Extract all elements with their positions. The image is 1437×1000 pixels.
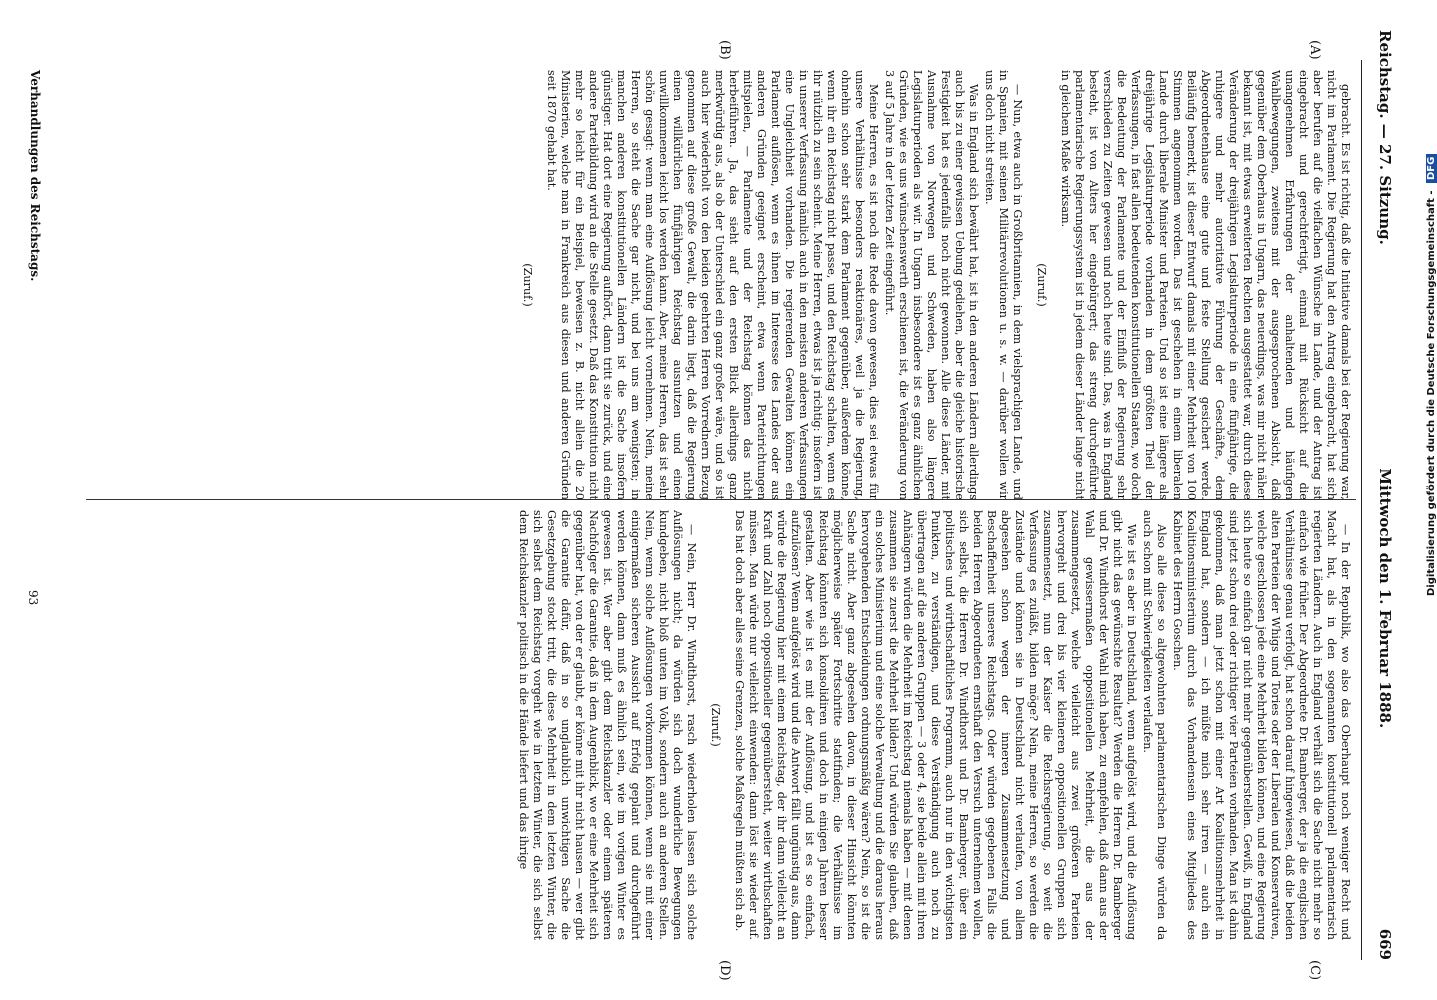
right-column [514,510,1352,940]
dfg-logo: DFG [1426,154,1437,183]
left-paragraph-2: — Nun, etwa auch in Großbritannien, in dem vielsprachigen Lande, und in Spanien, mit seinen Militärrevolutionen u. s. w. — darüber wollen wir uns doch nicht streiten. [983,70,1024,500]
right-paragraph-2: Also alle diese so altgewohnten parlamentarischen Dinge würden da auch schon mit Schwierigkeiten verlaufen. [1141,510,1168,940]
left-zuruf-2: (Zuruf.) [521,263,534,307]
page-number: 669 [1376,928,1394,960]
right-paragraph-4: — Nein, Herr Dr. Windthorst, rasch wiederholen lassen sich solche Auflösungen nicht; da würden sich doch wunderliche Bewegungen kundgeben, nicht bloß unten im Volk, sondern auch an anderen Stellen. Nein, wenn solche Auflösungen vorkommen können, wenn sie mit einer einigermaßen sicheren Aussicht auf Erfolg geplant und durchgeführt werden können, dann muß es ähnlich sein, wie im vorigen Winter es gewesen ist. Wer aber gibt dem Reichskanzler oder einem späteren Nachfolger die Garantie, daß in dem Augenblick, wo er eine Mehrheit sich gegenüber hat, von der er glaubt, er könne mit ihr nicht hausen — wer gibt die Garantie dafür, daß in so unglaublich unwichtigen Sache die Gesetzgebung stockt tritt, die diese Mehrheit in dem letzten Winter, die sich selbst dem Reichstag vorgeht wie in letztem Winter, die sich selbst dem Reichskanzler politisch in die Hände liefert und das ihrige [517,510,698,940]
header-date-page [1376,468,1394,960]
right-zuruf: (Zuruf.) [709,703,722,747]
footer-label: Verhandlungen des Reichstags. [28,70,42,282]
header-date: Mittwoch den 1. Februar 1888. [1376,468,1394,729]
left-paragraph-1: gebracht. Es ist richtig, daß die Initiative damals bei der Regierung war, nicht im Parlament. Die Regierung hat den Antrag eingebracht, hat sich aber berufen auf die vielfachen Wünsche im Lande, und der Antrag ist eingebracht und gerechtfertigt, einmal mit Rücksicht auf die unangenehmen Erfahrungen der anhaltenden und häufigen Wahlbewegungen, zweitens mit der ausgesprochenen Absicht, daß gegenüber dem Oberhaus in Ungarn, das neuerdings, was mir nicht näher bekannt ist, mit etwas erweiterten Rechten ausgestattet war, durch diese Veränderung der dreijährigen Legislaturperiode in eine fünfjährige, die ruhigere und mehr autoritative Führung der Geschäfte, dem Abgeordnetenhause eine gute und feste Stellung gesichert werde. Beiläufig bemerkt, ist dieser Entwurf damals mit einer Mehrheit von 100 Stimmen angenommen worden. Das ist geschehen in einem liberalen Lande durch liberale Minister und Parteien. Und so ist eine längere als dreijährige Legislaturperiode vorhanden in dem größten Theil der Verfassungen, in fast allen bedeutenden konstitutionellen Staaten, wo doch die Bedeutung der Parlamente und der Einfluß der Regierung sehr verschieden zu Zeiten gewesen und noch heute sind. Das, was in England besteht, ist von Alters her eingebürgert; das streng durchgeführte parlamentarische Regierungssystem ist in jedem dieser Länder lange nicht in gleichem Maße wirksam. [1059,70,1352,500]
header-session: Reichstag. — 27. Sitzung. [1376,30,1394,245]
dfg-credit-text [1426,0,1437,596]
dfg-credit-label: Digitalisierung gefördert durch die Deutsche Forschungsgemeinschaft - [1426,190,1437,596]
page-header [1372,30,1394,960]
margin-letter-b: (B) [717,40,732,60]
left-zuruf-1: (Zuruf.) [1035,263,1048,307]
right-paragraph-1: — In der Republik, wo also das Oberhaupt noch weniger Recht und Macht hat, als in den sogenannten konstitutionell parlamentarisch regierten Ländern. Auch in England verhält sich die Sache nicht mehr so einfach wie früher. Der Abgeordnete Dr. Bamberger, der ja die englischen Verhältnisse genau verfolgt, hat schon darauf hingewiesen, daß die beiden alten Parteien der Whigs und Tories oder der Liberalen und Konservativen, welche geschlossen jede eine Mehrheit bilden können, und eine Regierung sich heute so einfach gar nicht mehr gegenüberstellen. Gewiß, in England sind jetzt schon drei oder richtiger vier Parteien vorhanden. Man ist dahin gekommen, daß man jetzt schon mit einer Art Koalitionsmehrheit in England hat, sondern — ich müßte mich sehr irren — auch ein Koalitionsministerium durch das Vorhandensein eines Mitgliedes des Kabinet des Herrn Goschen. [1171,510,1352,940]
column-divider [86,499,1356,500]
right-paragraph-3: Wie ist es aber in Deutschland, wenn aufgelöst wird, und die Auflösung gibt nicht das gewünschte Resultat? Werden die Herren Dr. Bamberger und Dr. Windthorst der Wahl mich haben, zu empfehlen, daß dann aus der Wahl gewissermaßen oppositionellen Mehrheit, die aus der zusammengesetzt, welche vielleicht aus zwei größeren Parteien hervorgeht und drei bis vier kleineren oppositionellen Gruppen sich zusammensetzt, nun der Kaiser die Reichsregierung, so weit die Verfassung es zuläßt, bilden möge? Nein, meine Herren, so werden die Zustände und können sie in Deutschland nicht verlaufen, von allem abgesehen schon wegen der inneren Zusammensetzung und Beschaffenheit unseres Reichstags. Oder würden gegebenen Falls die beiden Herren Abgeordneten ernsthaft den Versuch unternehmen wollen, sich selbst, die Herren Dr. Windthorst und Dr. Bamberger, über ein politisches und wirthschaftliches Programm, auch nur in den wichtigsten Punkten, zu verständigen, und diese Verständigung auch noch zu übertragen auf die anderen Gruppen — 3 oder 4, sie beide allein mit ihren Anhängern würden die Mehrheit im Reichstag niemals haben — mit denen zusammen sie zuerst die Mehrheit bilden? Und würden Sie glauben, daß ein solches Ministerium und eine solche Verwaltung und die daraus heraus hervorgehenden Entscheidungen ordnungsmäßig wären? Nein, so ist die Sache nicht. Aber ganz abgesehen davon, in dieser Hinsicht könnten möglicherweise später Fortschritte stattfinden; die Verhältnisse im Reichstag könnten sich konsolidiren und doch in einigen Jahren besser gestalten. Aber wie ist es mit der Auflösung, und ist es so einfach, aufzulösen? Wenn aufgelöst wird und die Antwort fällt ungünstig aus, dann würde die Regierung hier mit einem Reichstag, der ihr dann vielleicht an Kraft und Zahl noch oppositioneller gegenübersteht, weiter wirthschaften müssen. Man würde nur vielleicht einwenden: dann löst sie wieder auf. Das hat doch aber alles seine Grenzen, solche Maßregeln müßten sich ab. [733,510,1138,940]
dfg-credit [1408,6,1437,606]
margin-letter-a: (A) [1307,40,1322,60]
left-column [510,70,1352,500]
left-paragraph-4: Meine Herren, es ist noch die Rede davon gewesen, dies sei etwas für unsere Verhältnisse besonders reaktionäres, weil ja die Regierung, ohnehin schon sehr stark dem Parlament gegenüber, außerdem könne, wenn ihr ein Reichstag nicht passe, und den Reichstag schalten, wenn es ihr nützlich zu sein scheint. Meine Herren, etwas ist ja richtig: insofern ist in unserer Verfassung nämlich auch in den meisten anderen Verfassungen eine Ungleichheit vorhanden. Die regierenden Gewalten können ein Parlament auflösen, wenn es ihnen im Interesse des Landes oder aus anderen Gründen geeignet erscheint, etwa wenn Parteirichtungen mitspielen, — Parlamente und der Reichstag können das nicht herbeiführen. Ja, das sieht auf den ersten Blick allerdings ganz merkwürdig aus, als ob der Unterschied ein ganz großer wäre, und so ist auch hier wiederholt von den beiden geehrten Herren Vorrednern Bezug genommen auf diese große Gewalt, die darin liegt, daß die Regierung einen willkürlichen fünfjährigen Reichstag ausnutzen und einen unwillkommenen leicht los werden kann. Aber, meine Herren, das ist sehr schön gesagt: wenn man eine Auflösung leicht vornehmen. Nein, meine Herren, so steht die Sache gar nicht, und bei uns am wenigsten; in manchen anderen konstitutionellen Ländern ist die Sache insofern günstiger. Hat dort eine Regierung aufhört, dann tritt sie zurück, und eine andere Parteibildung wird an die Stelle gesetzt. Daß das Konstitution nicht mehr so leicht für ein Beispiel, beweisen z. B. nicht allein die 20 Ministerien, welche man in Frankreich aus diesen und anderen Gründen seit 1870 gehabt hat. [545,70,880,500]
left-paragraph-3: Was in England sich bewährt hat, ist in den anderen Ländern allerdings auch bis zu einer gewissen Uebung gediehen, aber die gleiche historische Festigkeit hat es jedenfalls noch nicht gewonnen. Alle diese Länder, mit Ausnahme von Norwegen und Schweden, haben also längere Legislaturperioden als wir. In Ungarn insbesondere ist es ganz ähnlichen Gründen, wie es uns wünschenswerth erschienen ist, die Veränderung von 3 auf 5 Jahre in der letzten Zeit eingeführt. [883,70,980,500]
header-rule [1361,60,1362,960]
margin-letter-c: (C) [1307,960,1322,981]
footer-signature: 93 [26,590,40,606]
margin-letter-d: (D) [717,960,732,981]
